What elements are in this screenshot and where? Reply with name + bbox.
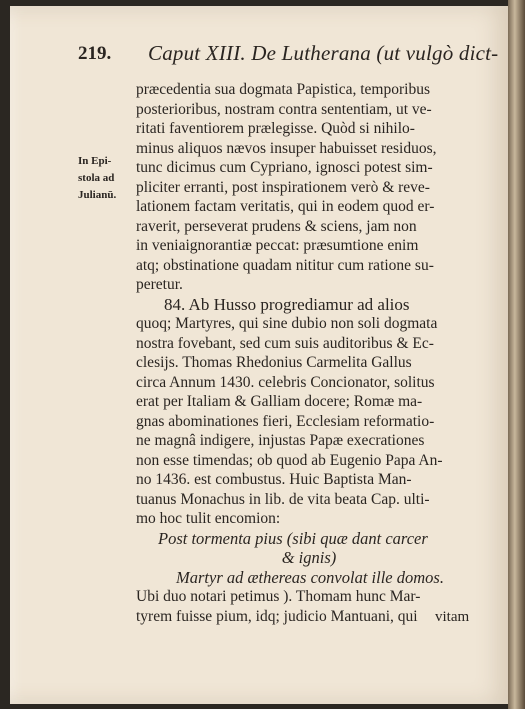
text-line: gnas abominationes fieri, Ecclesiam reformatio- [136,412,435,430]
text-line: tuanus Monachus in lib. de vita beata Cap. ulti- [136,490,430,508]
text-line: 84. Ab Husso progrediamur ad alios [164,294,410,314]
text-line: ne magnâ indigere, injustas Papæ execrationes [136,432,425,449]
text-line: peretur. [136,276,183,293]
margin-note-line: stola ad [78,172,115,184]
text-line: Ubi duo notari petimus ). Thomam hunc Mar- [136,588,421,605]
text-line: Martyr ad æthereas convolat ille domos. [176,567,444,587]
body-text [136,80,482,626]
text-line: Post tormenta pius (sibi quæ dant carcer [158,528,428,548]
text-line: lationem factam veritatis, qui in eodem quod er- [136,198,435,215]
text-line: ritati faventiorem prælegisse. Quòd si nihilo- [136,120,415,137]
text-line: pliciter erranti, post inspirationem verò & reve- [136,178,430,196]
margin-note-line: In Epi- [78,155,112,167]
margin-note-line: Julianū. [78,189,117,201]
text-line: erat per Italiam & Galliam docere; Romæ ma- [136,393,423,410]
page-header [78,40,499,68]
text-line: circa Annum 1430. celebris Concionator, solitus [136,373,435,391]
text-line: clesijs. Thomas Rhedonius Carmelita Gallus [136,354,412,371]
text-line: non esse timendas; ob quod ab Eugenio Papa An- [136,451,443,469]
text-line: præcedentia sua dogmata Papistica, temporibus [136,81,430,98]
text-line: atq; obstinatione quadam nititur cum ratione su- [136,256,434,274]
margin-note [78,153,136,204]
text-line: posterioribus, nostram contra sententiam, ut ve- [136,100,432,118]
page-number: 219. [78,43,112,64]
text-line: in veniaignorantiæ peccat: præsumtione enim [136,237,419,254]
text-line: & ignis) [281,548,337,567]
text-line: no 1436. est combustus. Huic Baptista Man- [136,471,412,488]
text-line: raverit, perseverat prudens & sciens, jam non [136,217,417,235]
text-line: quoq; Martyres, qui sine dubio non soli dogmata [136,315,438,332]
text-line: tyrem fuisse pium, idq; judicio Mantuani, qui [136,607,418,625]
running-title: Caput XIII. De Lutherana (ut vulgò dict- [148,41,499,65]
book-edge [508,0,525,709]
text-line: nostra fovebant, sed cum suis auditoribus & Ec- [136,334,434,352]
catchword: vitam [435,609,470,625]
text-line: tunc dicimus cum Cypriano, ignosci potest sim- [136,159,433,176]
text-line: minus aliquos nævos insuper habuisset residuos, [136,139,437,157]
text-line: mo hoc tulit encomion: [136,510,281,527]
